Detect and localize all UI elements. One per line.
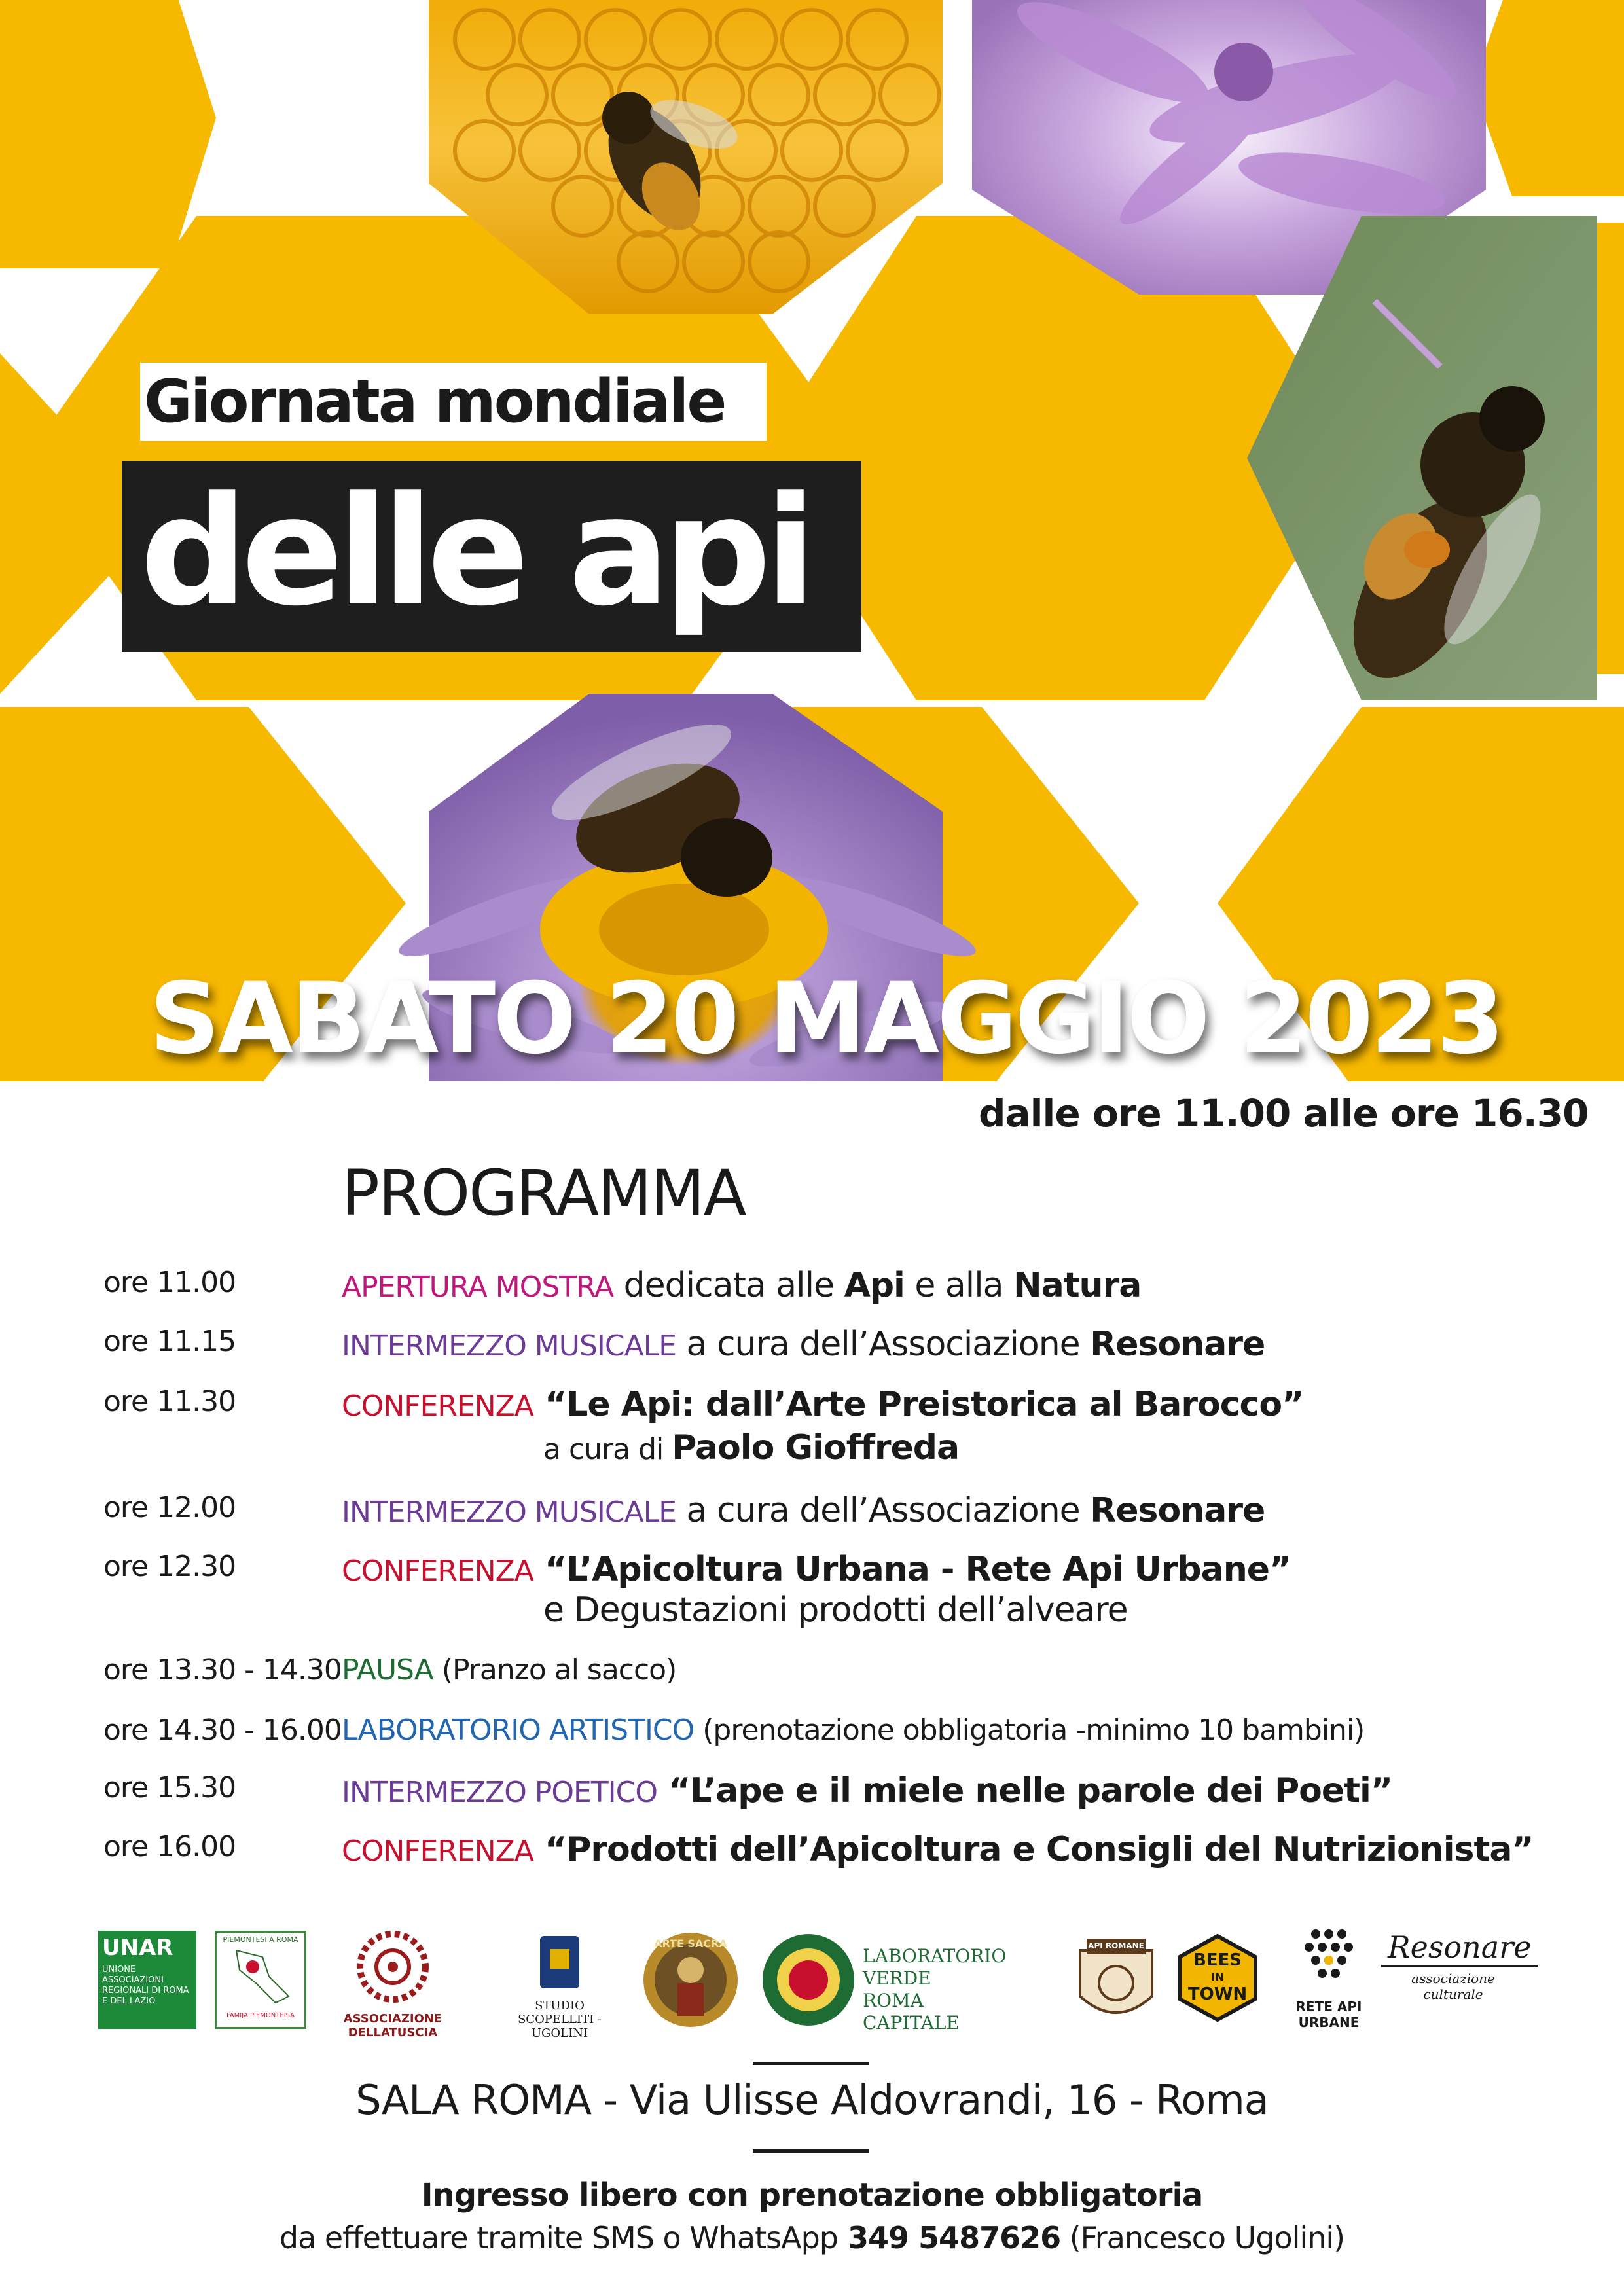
program-desc: CONFERENZA “Prodotti dell’Apicoltura e Consigli del Nutrizionista” — [342, 1830, 1534, 1869]
sponsor-logos — [98, 1918, 1538, 2049]
program-desc: INTERMEZZO POETICO “L’ape e il miele nelle parole dei Poeti” — [342, 1771, 1393, 1810]
divider-top — [753, 2062, 869, 2065]
bees-in-town-logo: BEES IN TOWN — [1172, 1932, 1263, 2024]
program-time: ore 11.15 — [103, 1325, 236, 1358]
venue-address: SALA ROMA - Via Ulisse Aldovrandi, 16 - Roma — [355, 2076, 1269, 2124]
program-time: ore 15.30 — [103, 1771, 236, 1804]
program-time: ore 11.30 — [103, 1385, 236, 1418]
program-time: ore 12.00 — [103, 1491, 236, 1524]
tuscia-logo: ASSOCIAZIONE DELLATUSCIA — [327, 1924, 458, 2042]
program-desc: CONFERENZA “L’Apicoltura Urbana - Rete Api Urbane” — [342, 1550, 1291, 1589]
divider-bottom — [753, 2149, 869, 2153]
api-romane-logo: API ROMANE — [1074, 1931, 1159, 2029]
program-time: ore 16.00 — [103, 1830, 236, 1863]
program-desc: INTERMEZZO MUSICALE a cura dell’Associazione Resonare — [342, 1325, 1265, 1364]
program-desc: CONFERENZA “Le Api: dall’Arte Preistorica al Barocco” — [342, 1385, 1304, 1424]
hero-banner — [0, 0, 1624, 1081]
program-desc: PAUSA (Pranzo al sacco) — [342, 1653, 677, 1687]
program-desc: LABORATORIO ARTISTICO (prenotazione obbligatoria -minimo 10 bambini) — [342, 1713, 1365, 1747]
program-title: PROGRAMMA — [342, 1157, 746, 1230]
arte-sacra-logo: ARTE SACRA — [641, 1931, 740, 2029]
piemontesi-logo: PIEMONTESI A ROMA FAMIJA PIEMONTEISA — [215, 1931, 306, 2029]
resonare-logo: Resonare associazione culturale — [1381, 1929, 1538, 2028]
program-subline: a cura di Paolo Gioffreda — [543, 1428, 960, 1467]
program-desc: INTERMEZZO MUSICALE a cura dell’Associazione Resonare — [342, 1491, 1265, 1530]
program-desc: APERTURA MOSTRA dedicata alle Api e alla Natura — [342, 1266, 1142, 1305]
laboratorio-verde-logo: LABORATORIO VERDE ROMA CAPITALE — [759, 1931, 988, 2029]
program-time: ore 13.30 - 14.30 — [103, 1653, 342, 1687]
program-time: ore 14.30 - 16.00 — [103, 1713, 342, 1747]
program-time: ore 11.00 — [103, 1266, 236, 1299]
event-hours: dalle ore 11.00 alle ore 16.30 — [979, 1091, 1589, 1136]
booking-line-2: da effettuare tramite SMS o WhatsApp 349 5487626 (Francesco Ugolini) — [279, 2220, 1345, 2255]
rete-api-urbane-logo: RETE API URBANE — [1276, 1924, 1381, 2036]
title-line-2: delle api — [122, 461, 861, 652]
program-subline: e Degustazioni prodotti dell’alveare — [543, 1590, 1128, 1630]
program-time: ore 12.30 — [103, 1550, 236, 1583]
unar-logo: UNAR UNIONE ASSOCIAZIONI REGIONALI DI ROMA E DEL LAZIO — [98, 1931, 196, 2029]
booking-line-1: Ingresso libero con prenotazione obbligatoria — [421, 2177, 1203, 2214]
studio-logo: STUDIO SCOPELLITI - UGOLINI — [504, 1931, 615, 2036]
event-date: SABATO 20 MAGGIO 2023 — [149, 962, 1502, 1076]
title-line-1: Giornata mondiale — [140, 363, 767, 441]
